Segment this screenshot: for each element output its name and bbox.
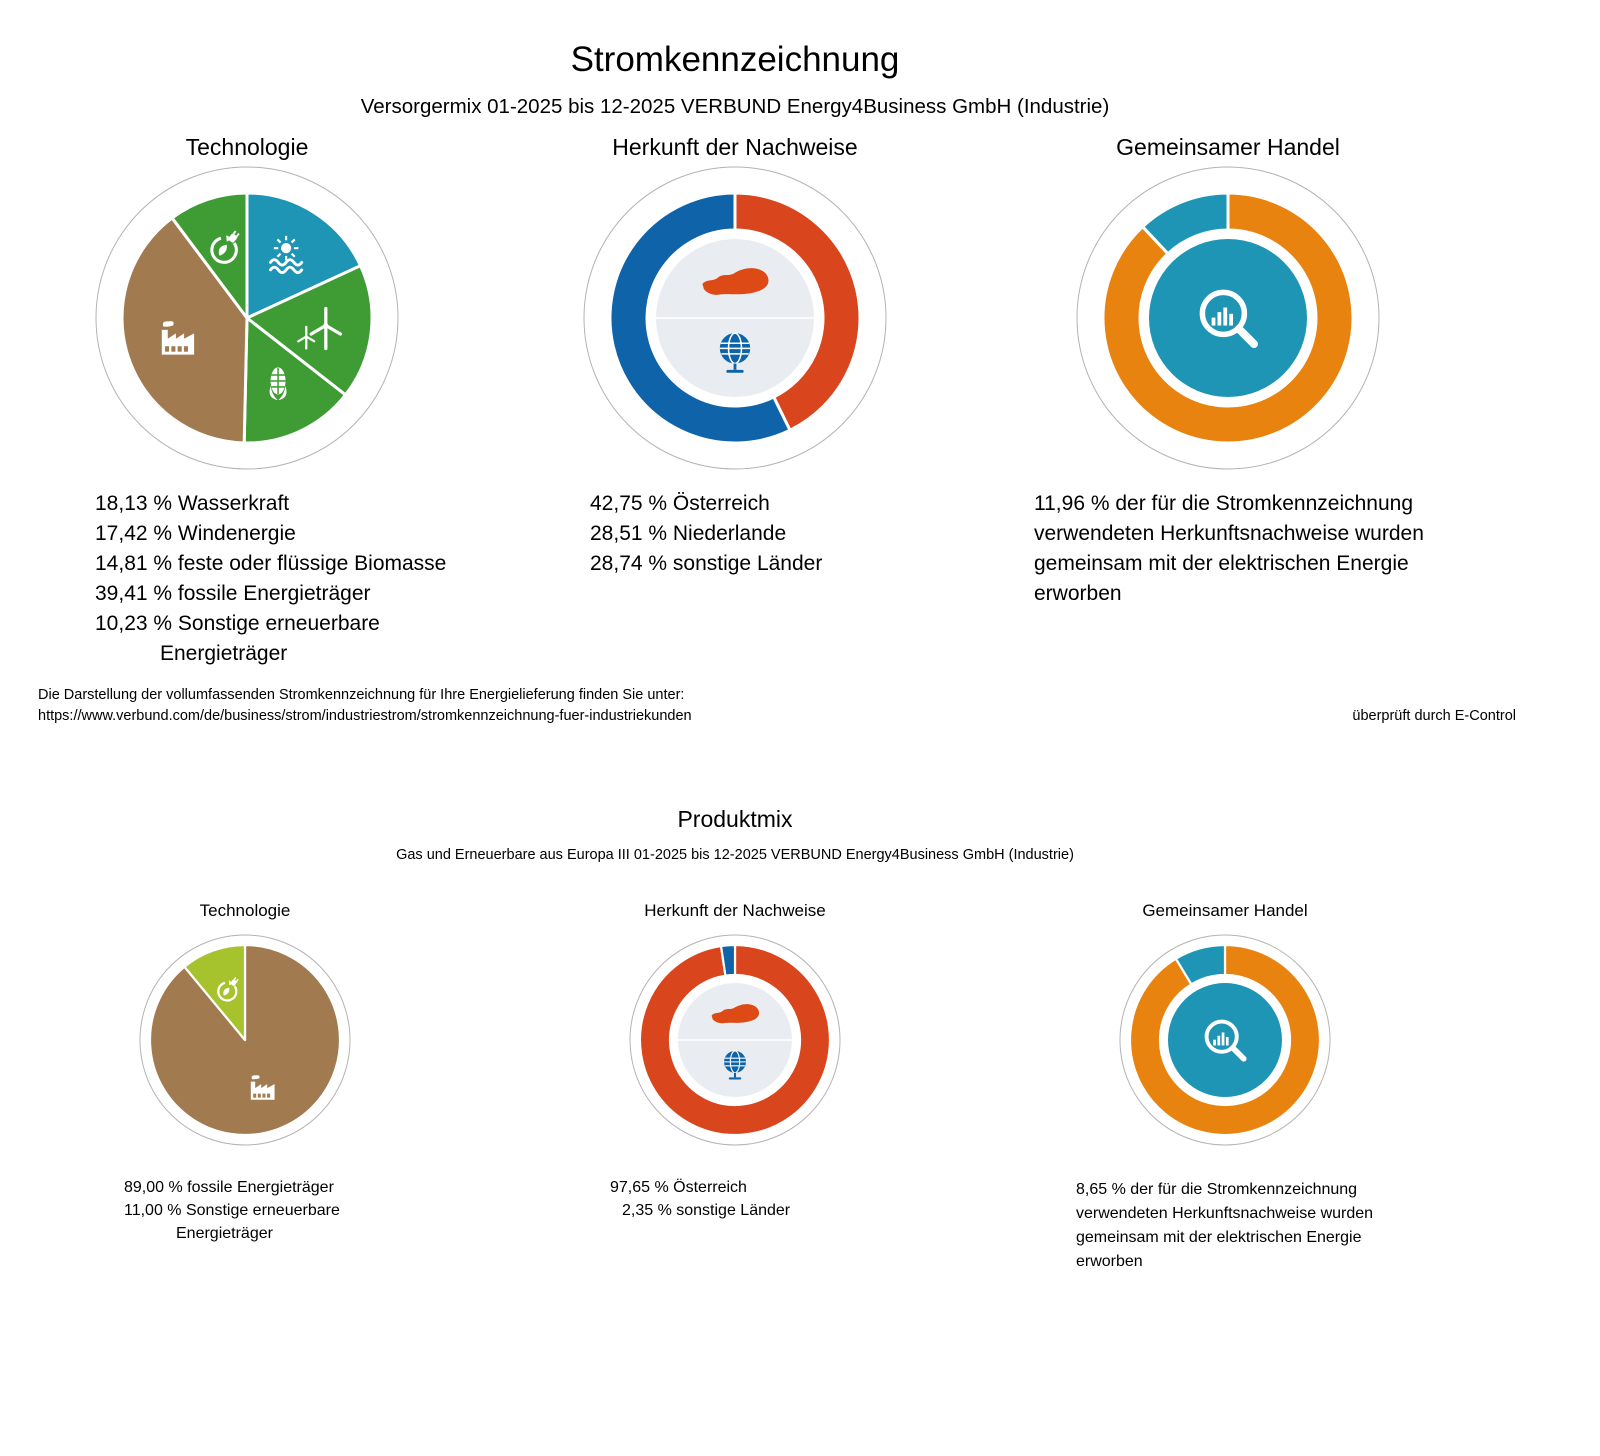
- legend-line: 10,23 % Sonstige erneuerbare Energieträger: [95, 612, 380, 665]
- versorgermix-technologie-legend: [95, 489, 499, 669]
- versorgermix-technologie-title: Technologie: [185, 134, 309, 160]
- versorgermix-handel-note: 11,96 % der für die Stromkennzeichnung verwendeten Herkunftsnachweise wurden gemeinsam mit der elektrischen Energie erworben: [1034, 492, 1424, 605]
- legend-line: 11,00 % Sonstige erneuerbare Energieträger: [124, 1202, 340, 1242]
- legend-line: 28,74 % sonstige Länder: [590, 552, 823, 575]
- legend-line: 89,00 % fossile Energieträger: [124, 1179, 334, 1196]
- produktmix-herkunft-legend: [610, 1176, 910, 1222]
- versorgermix-handel-chart: [1075, 165, 1381, 476]
- versorgermix-herkunft-chart: [582, 165, 888, 476]
- versorgermix-handel-title: Gemeinsamer Handel: [1116, 134, 1340, 160]
- legend-line: 14,81 % feste oder flüssige Biomasse: [95, 552, 447, 575]
- footer-info-line1: Die Darstellung der vollumfassenden Stromkennzeichnung für Ihre Energielieferung finden Sie unter:: [38, 687, 685, 703]
- legend-line: 39,41 % fossile Energieträger: [95, 582, 371, 605]
- produktmix-herkunft-title: Herkunft der Nachweise: [644, 901, 826, 920]
- footer-info-url: https://www.verbund.com/de/business/strom/industriestrom/stromkennzeichnung-fuer-industriekunden: [38, 708, 692, 724]
- produktmix-technologie-chart: [138, 933, 352, 1152]
- versorgermix-herkunft-title: Herkunft der Nachweise: [612, 134, 858, 160]
- legend-line: 42,75 % Österreich: [590, 492, 770, 515]
- donut-core: [1168, 983, 1282, 1097]
- legend-line: 18,13 % Wasserkraft: [95, 492, 290, 515]
- legend-line: 17,42 % Windenergie: [95, 522, 296, 545]
- produktmix-handel-chart: [1118, 933, 1332, 1152]
- versorgermix-technologie-chart: [94, 165, 400, 476]
- produktmix-technologie-legend: [124, 1176, 388, 1245]
- produktmix-handel-title: Gemeinsamer Handel: [1142, 901, 1308, 920]
- produktmix-handel-note: 8,65 % der für die Stromkennzeichnung verwendeten Herkunftsnachweise wurden gemeinsam mit der elektrischen Energie erworben: [1076, 1181, 1374, 1270]
- footer-verified-by: überprüft durch E-Control: [1352, 708, 1516, 724]
- versorgermix-herkunft-legend: [590, 489, 990, 579]
- produktmix-technologie-title: Technologie: [199, 901, 291, 920]
- page-title: Stromkennzeichnung: [570, 40, 900, 79]
- legend-line: 2,35 % sonstige Länder: [622, 1202, 791, 1219]
- legend-line: 97,65 % Österreich: [610, 1179, 747, 1196]
- legend-line: 28,51 % Niederlande: [590, 522, 787, 545]
- produktmix-herkunft-chart: [628, 933, 842, 1152]
- donut-core: [1149, 239, 1307, 397]
- produktmix-subtitle: Gas und Erneuerbare aus Europa III 01-2025 bis 12-2025 VERBUND Energy4Business GmbH (Industrie): [396, 847, 1074, 863]
- produktmix-title: Produktmix: [677, 806, 793, 832]
- versorgermix-subtitle: Versorgermix 01-2025 bis 12-2025 VERBUND Energy4Business GmbH (Industrie): [360, 95, 1110, 118]
